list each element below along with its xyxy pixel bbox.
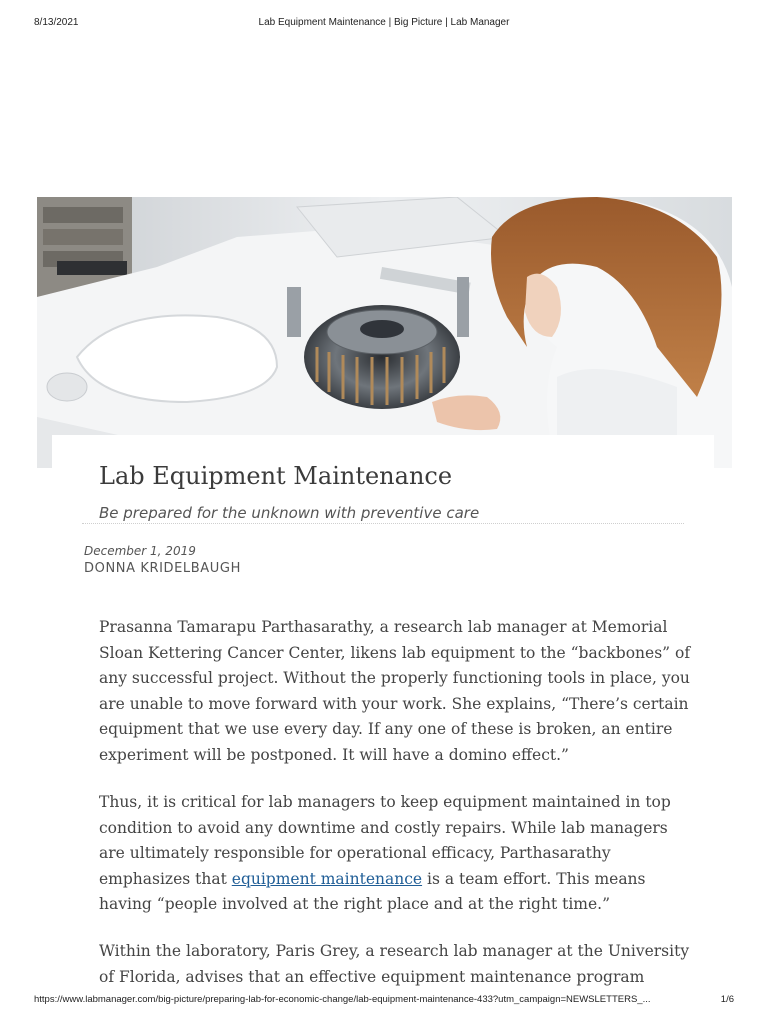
paragraph-line [99, 867, 679, 893]
print-date: 8/13/2021 [34, 17, 79, 28]
article-title: Lab Equipment Maintenance [99, 462, 453, 490]
paragraph-line: experiment will be postponed. It will have a domino effect.” [99, 745, 569, 764]
paragraph-line: Thus, it is critical for lab managers to keep equipment maintained in top [99, 793, 671, 811]
paragraph-line: any successful project. Without the properly functioning tools in place, you [99, 669, 690, 688]
paragraph-line: of Florida, advises that an effective equipment maintenance program [99, 967, 645, 986]
equipment-maintenance-link[interactable]: equipment maintenance [231, 869, 423, 888]
link-prefix-text: emphasizes that [99, 869, 232, 888]
paragraph-line: Prasanna Tamarapu Parthasarathy, a research lab manager at Memorial [99, 618, 668, 636]
paragraph-line: are unable to move forward with your work. She explains, “There’s certain [99, 694, 689, 713]
page-number: 1/6 [720, 994, 734, 1005]
paragraph-line: Sloan Kettering Cancer Center, likens lab equipment to the “backbones” of [99, 643, 691, 662]
paragraph-line: are ultimately responsible for operational efficacy, Parthasarathy [99, 844, 611, 863]
print-page-title: Lab Equipment Maintenance | Big Picture | Lab Manager [258, 17, 510, 28]
paragraph-line: Within the laboratory, Paris Grey, a research lab manager at the University [99, 942, 690, 960]
paragraph-2 [99, 790, 679, 918]
paragraph-line: having “people involved at the right place and at the right time.” [99, 895, 611, 914]
paragraph-line: equipment that we use every day. If any one of these is broken, an entire [99, 720, 673, 739]
lab-scientist-analyzer-photo [37, 197, 732, 468]
paragraph-1 [99, 615, 691, 769]
page-url: https://www.labmanager.com/big-picture/preparing-lab-for-economic-change/lab-equipment-maintenance-433?utm_campaign=NEWSLETTERS_... [34, 994, 651, 1005]
paragraph-line: condition to avoid any downtime and costly repairs. While lab managers [99, 818, 668, 837]
print-footer [34, 994, 734, 1006]
author-name[interactable]: DONNA KRIDELBAUGH [84, 561, 241, 576]
divider [82, 523, 684, 524]
publish-date: December 1, 2019 [84, 544, 196, 558]
link-suffix-text: is a team effort. This means [422, 869, 646, 888]
print-header [34, 17, 734, 31]
paragraph-3 [99, 939, 690, 990]
hero-image [37, 197, 732, 468]
article-subtitle: Be prepared for the unknown with preventive care [99, 504, 480, 522]
